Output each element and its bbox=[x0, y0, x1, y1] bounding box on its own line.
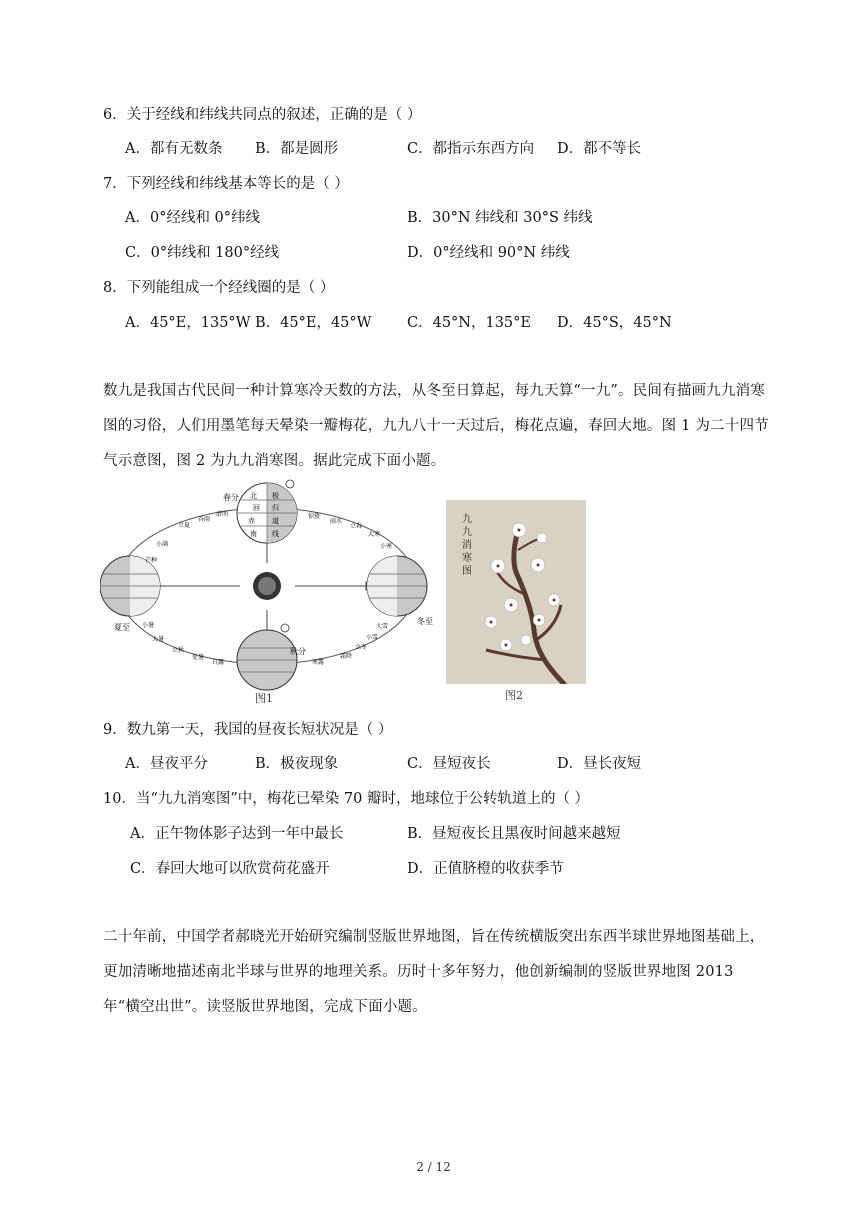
svg-text:回: 回 bbox=[253, 504, 260, 512]
q6-option-d: D．都不等长 bbox=[557, 141, 642, 157]
svg-text:大暑: 大暑 bbox=[152, 636, 165, 643]
globe-spring-equinox bbox=[237, 480, 297, 543]
svg-text:谷雨: 谷雨 bbox=[198, 516, 211, 523]
q9-option-c: C．昼短夜长 bbox=[407, 756, 491, 772]
figure-1-caption: 图1 bbox=[255, 692, 273, 705]
svg-text:寒: 寒 bbox=[462, 553, 472, 564]
globe-summer-solstice bbox=[100, 556, 160, 616]
q6-option-a: A．都有无数条 bbox=[125, 141, 223, 157]
svg-text:小满: 小满 bbox=[156, 541, 169, 548]
q8-option-b: B．45°E，45°W bbox=[255, 315, 372, 331]
svg-text:霜降: 霜降 bbox=[340, 653, 353, 660]
label-autumn-equinox: 秋分 bbox=[290, 647, 306, 656]
label-spring-equinox: 春分 bbox=[223, 493, 239, 502]
svg-text:消: 消 bbox=[462, 540, 472, 551]
svg-text:北: 北 bbox=[250, 492, 257, 500]
figure-2-plum-blossom bbox=[446, 500, 586, 684]
q9-option-d: D．昼长夜短 bbox=[557, 756, 642, 772]
svg-text:九: 九 bbox=[462, 514, 472, 525]
q10-option-c: C．春回大地可以欣赏荷花盛开 bbox=[130, 861, 330, 877]
question-8-stem: 8．下列能组成一个经线圈的是（ ） bbox=[103, 280, 335, 296]
passage-vertical-map: 二十年前，中国学者郝晓光开始研究编制竖版世界地图，旨在传统横版突出东西半球世界地图基础上，更加清晰地描述南北半球与世界的地理关系。历时十多年努力，他创新编制的竖版世界地图 2013 年“横空出世”。读竖版世界地图，完成下面小题。 bbox=[103, 929, 765, 1015]
q8-option-a: A．45°E，135°W bbox=[125, 315, 251, 331]
label-summer-solstice: 夏至 bbox=[114, 623, 130, 632]
svg-text:小暑: 小暑 bbox=[142, 622, 155, 629]
page-number: 2 / 12 bbox=[416, 1160, 451, 1174]
question-9-stem: 9．数九第一天，我国的昼夜长短状况是（ ） bbox=[103, 722, 393, 738]
svg-text:小寒: 小寒 bbox=[380, 543, 393, 550]
svg-text:寒露: 寒露 bbox=[312, 659, 325, 666]
svg-text:赤: 赤 bbox=[248, 517, 255, 525]
q7-option-d: D．0°经线和 90°N 纬线 bbox=[407, 245, 570, 261]
q9-option-a: A．昼夜平分 bbox=[125, 756, 208, 772]
svg-text:惊蛰: 惊蛰 bbox=[308, 513, 321, 520]
label-winter-solstice: 冬至 bbox=[417, 617, 433, 626]
svg-text:清明: 清明 bbox=[216, 511, 229, 518]
question-10-stem: 10．当“九九消寒图”中，梅花已晕染 70 瓣时，地球位于公转轨道上的（ ） bbox=[103, 791, 590, 807]
q10-option-b: B．昼短夜长且黑夜时间越来越短 bbox=[407, 826, 621, 842]
q6-option-c: C．都指示东西方向 bbox=[407, 141, 535, 157]
svg-text:立夏: 立夏 bbox=[178, 522, 191, 529]
svg-text:芒种: 芒种 bbox=[145, 557, 158, 564]
q7-option-c: C．0°纬线和 180°经线 bbox=[125, 245, 280, 261]
q8-option-c: C．45°N，135°E bbox=[407, 315, 531, 331]
passage-jiujiu: 数九是我国古代民间一种计算寒冷天数的方法，从冬至日算起，每九天算“一九”。民间有描画九九消寒图的习俗，人们用墨笔每天晕染一瓣梅花，九九八十一天过后，梅花点遍，春回大地。图 1 为二十四节气示意图，图 2 为九九消寒图。据此完成下面小题。 bbox=[103, 383, 769, 469]
svg-text:极: 极 bbox=[272, 492, 279, 500]
svg-text:道: 道 bbox=[272, 517, 279, 525]
globe-winter-solstice bbox=[367, 556, 427, 616]
q7-option-b: B．30°N 纬线和 30°S 纬线 bbox=[407, 210, 593, 226]
question-7-stem: 7．下列经线和纬线基本等长的是（ ） bbox=[103, 176, 349, 192]
svg-text:立春: 立春 bbox=[350, 523, 363, 530]
svg-text:大寒: 大寒 bbox=[368, 531, 381, 538]
svg-text:小雪: 小雪 bbox=[366, 634, 379, 641]
q8-option-d: D．45°S，45°N bbox=[557, 315, 672, 331]
svg-text:处暑: 处暑 bbox=[192, 654, 205, 661]
svg-text:雨水: 雨水 bbox=[330, 518, 343, 525]
q10-option-d: D．正值脐橙的收获季节 bbox=[407, 861, 564, 877]
q6-option-b: B．都是圆形 bbox=[255, 141, 339, 157]
q9-option-b: B．极夜现象 bbox=[255, 756, 339, 772]
svg-text:白露: 白露 bbox=[212, 659, 225, 666]
svg-text:立冬: 立冬 bbox=[355, 644, 368, 651]
svg-text:南: 南 bbox=[250, 530, 257, 538]
svg-text:图: 图 bbox=[462, 566, 472, 577]
figure-1-solar-terms-diagram bbox=[100, 478, 440, 703]
figure-2-caption: 图2 bbox=[505, 689, 523, 702]
q10-option-a: A．正午物体影子达到一年中最长 bbox=[130, 826, 344, 842]
svg-text:线: 线 bbox=[272, 530, 279, 538]
globe-autumn-equinox bbox=[237, 624, 297, 690]
q7-option-a: A．0°经线和 0°纬线 bbox=[125, 210, 261, 226]
svg-text:大雪: 大雪 bbox=[376, 623, 389, 630]
svg-text:立秋: 立秋 bbox=[172, 647, 185, 654]
svg-text:九: 九 bbox=[462, 527, 472, 538]
question-6-stem: 6．关于经线和纬线共同点的叙述，正确的是（ ） bbox=[103, 107, 422, 123]
svg-text:归: 归 bbox=[272, 504, 279, 512]
